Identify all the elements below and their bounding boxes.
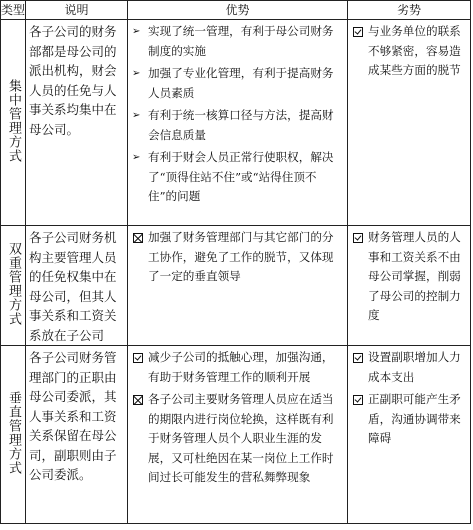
advantage-text: 有利于统一核算口径与方法，提高财会信息质量 bbox=[148, 108, 334, 142]
description-cell bbox=[26, 20, 128, 226]
checkbox-icon bbox=[133, 353, 143, 363]
advantage-item bbox=[132, 348, 344, 387]
table-row-vertical bbox=[1, 346, 471, 524]
disadvantage-text: 与业务单位的联系不够紧密，容易造成某些方面的脱节 bbox=[368, 24, 461, 77]
checkbox-icon bbox=[353, 233, 363, 243]
checkbox-icon bbox=[353, 353, 363, 363]
advantage-item bbox=[132, 106, 344, 145]
advantage-text: 减少子公司的抵触心理，加强沟通，有助于财务管理工作的顺利开展 bbox=[148, 350, 334, 384]
disadvantage-item bbox=[352, 390, 467, 449]
disadvantage-item bbox=[352, 22, 467, 81]
description-text: 各子公司财务机构主要管理人员的任免权集中在母公司，但其人事关系和工资关系放在子公司 bbox=[29, 230, 117, 343]
disadvantage-text: 设置副职增加人力成本支出 bbox=[368, 350, 461, 384]
disadvantages-cell bbox=[348, 20, 471, 226]
advantages-cell bbox=[128, 20, 348, 226]
checkbox-icon bbox=[353, 27, 363, 37]
type-label: 双重管理方式 bbox=[6, 241, 21, 326]
advantage-text: 各子公司主要财务管理人员应在适当的期限内进行岗位轮换，这样既有利于财务管理人员个人职业生涯的发展，又可杜绝因在某一岗位上工作时间过长可能发生的营私舞弊现象 bbox=[148, 392, 334, 484]
arrow-bullet-icon: ➢ bbox=[132, 152, 141, 163]
x-box-icon bbox=[133, 233, 143, 243]
disadvantages-cell bbox=[348, 226, 471, 346]
type-label: 集中管理方式 bbox=[6, 78, 21, 163]
description-text: 各子公司财务管理部门的正职由母公司委派，其人事关系和工资关系保留在母公司，副职则由子公司委派。 bbox=[29, 350, 117, 482]
header-advantages: 优势 bbox=[128, 1, 348, 20]
description-cell bbox=[26, 346, 128, 524]
checkbox-icon bbox=[353, 395, 363, 405]
advantage-item bbox=[132, 390, 344, 488]
advantages-cell bbox=[128, 346, 348, 524]
advantages-cell bbox=[128, 226, 348, 346]
advantage-item bbox=[132, 148, 344, 207]
description-cell bbox=[26, 226, 128, 346]
advantage-text: 有利于财会人员正常行使职权，解决了“顶得住站不住”或“站得住顶不住”的问题 bbox=[148, 150, 334, 203]
arrow-bullet-icon: ➢ bbox=[132, 26, 141, 37]
header-type: 类型 bbox=[1, 1, 26, 20]
advantage-text: 加强了专业化管理，有利于提高财务人员素质 bbox=[148, 66, 334, 100]
table-row-centralized bbox=[1, 20, 471, 226]
header-description: 说明 bbox=[26, 1, 128, 20]
type-cell bbox=[1, 346, 26, 524]
arrow-bullet-icon: ➢ bbox=[132, 110, 141, 121]
disadvantage-text: 正副职可能产生矛盾，沟通协调带来障碍 bbox=[368, 392, 461, 445]
advantage-text: 加强了财务管理部门与其它部门的分工协作，避免了工作的脱节，又体现了一定的垂直领导 bbox=[148, 230, 334, 283]
header-row bbox=[1, 1, 471, 20]
table-row-dual bbox=[1, 226, 471, 346]
header-disadvantages: 劣势 bbox=[348, 1, 471, 20]
advantage-item bbox=[132, 64, 344, 103]
type-cell bbox=[1, 226, 26, 346]
disadvantage-text: 财务管理人员的人事和工资关系不由母公司掌握，削弱了母公司的控制力度 bbox=[368, 230, 461, 322]
advantage-item bbox=[132, 228, 344, 287]
type-label: 垂直管理方式 bbox=[6, 390, 21, 475]
type-cell bbox=[1, 20, 26, 226]
advantage-item bbox=[132, 22, 344, 61]
description-text: 各子公司的财务部都是母公司的派出机构，财会人员的任免与人事关系均集中在母公司。 bbox=[29, 24, 117, 137]
disadvantage-item bbox=[352, 348, 467, 387]
disadvantages-cell bbox=[348, 346, 471, 524]
x-box-icon bbox=[133, 395, 143, 405]
arrow-bullet-icon: ➢ bbox=[132, 68, 141, 79]
disadvantage-item bbox=[352, 228, 467, 326]
advantage-text: 实现了统一管理，有利于母公司财务制度的实施 bbox=[148, 24, 334, 58]
